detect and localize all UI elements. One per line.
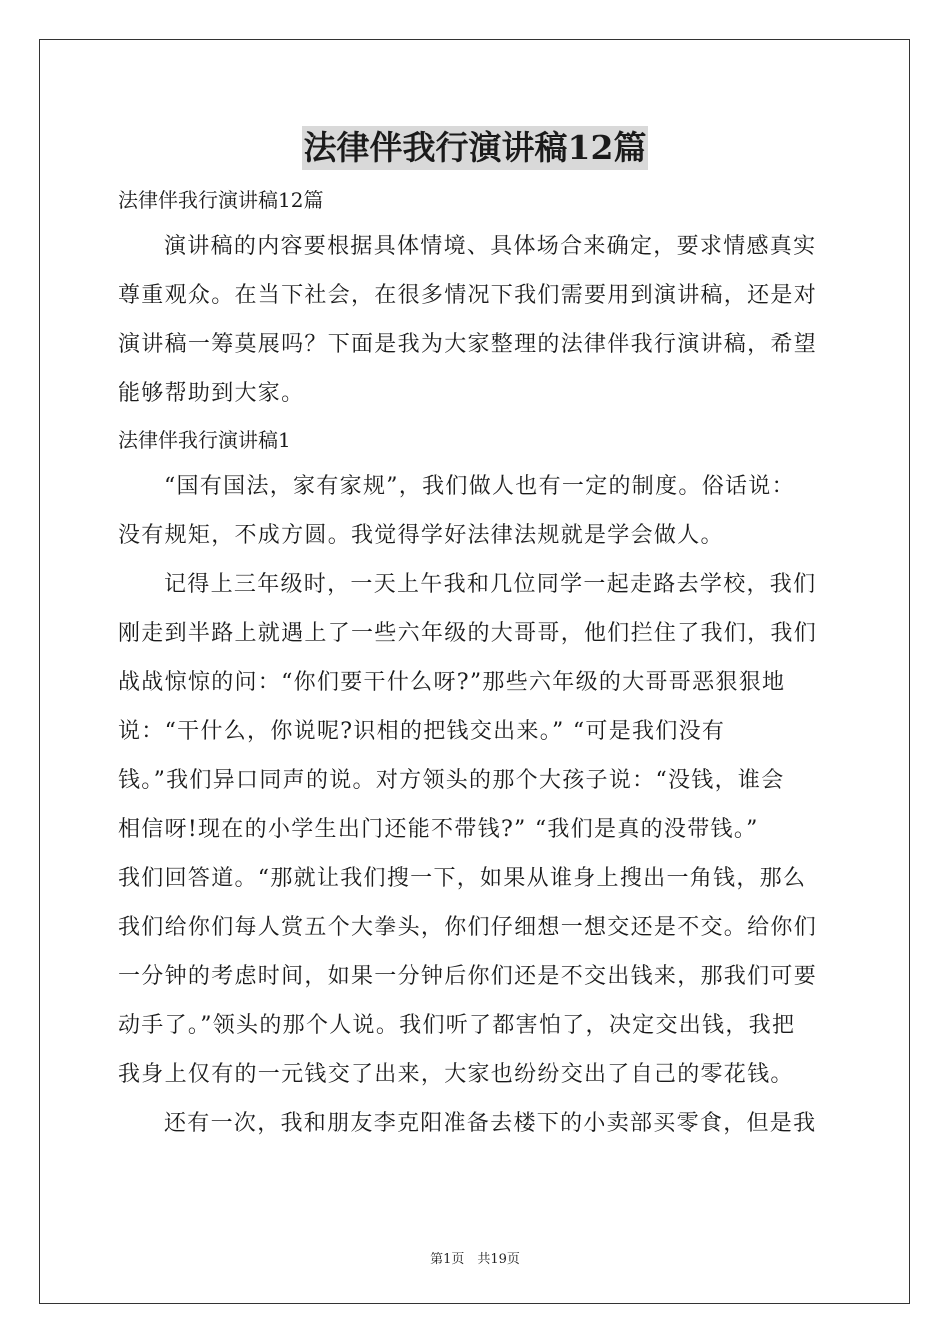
paragraph-1 <box>118 462 834 560</box>
paragraph-line: 演讲稿一筹莫展吗？下面是我为大家整理的法律伴我行演讲稿，希望 <box>118 332 818 357</box>
paragraph-line: 演讲稿的内容要根据具体情境、具体场合来确定，要求情感真实 <box>164 234 817 259</box>
paragraph-line: 一分钟的考虑时间，如果一分钟后你们还是不交出钱来，那我们可要 <box>118 964 818 989</box>
paragraph-line: 还有一次，我和朋友李克阳准备去楼下的小卖部买零食，但是我 <box>164 1111 817 1136</box>
paragraph-line: “国有国法，家有家规”，我们做人也有一定的制度。俗话说： <box>164 474 795 499</box>
paragraph-line: 我身上仅有的一元钱交了出来，大家也纷纷交出了自己的零花钱。 <box>118 1062 794 1087</box>
paragraph-line: 刚走到半路上就遇上了一些六年级的大哥哥，他们拦住了我们，我们 <box>118 621 818 646</box>
document-body <box>118 178 834 1148</box>
document-subtitle: 法律伴我行演讲稿12篇 <box>118 188 324 212</box>
paragraph-line: 说：“干什么，你说呢?识相的把钱交出来。” “可是我们没有 <box>118 719 726 744</box>
paragraph-line: 记得上三年级时，一天上午我和几位同学一起走路去学校，我们 <box>164 572 817 597</box>
paragraph-line: 战战惊惊的问：“你们要干什么呀?”那些六年级的大哥哥恶狠狠地 <box>118 670 786 695</box>
document-title-wrapper <box>0 126 950 174</box>
paragraph-line: 我们给你们每人赏五个大拳头，你们仔细想一想交还是不交。给你们 <box>118 915 818 940</box>
paragraph-line: 能够帮助到大家。 <box>118 381 305 406</box>
paragraph-line: 钱。”我们异口同声的说。对方领头的那个大孩子说：“没钱，谁会 <box>118 768 785 793</box>
paragraph-line: 动手了。”领头的那个人说。我们听了都害怕了，决定交出钱，我把 <box>118 1013 796 1038</box>
intro-paragraph <box>118 222 834 418</box>
paragraph-3 <box>118 1099 834 1148</box>
paragraph-line: 尊重观众。在当下社会，在很多情况下我们需要用到演讲稿，还是对 <box>118 283 818 308</box>
paragraph-line: 没有规矩，不成方圆。我觉得学好法律法规就是学会做人。 <box>118 523 724 548</box>
document-title: 法律伴我行演讲稿12篇 <box>302 126 649 170</box>
page-footer: 第1页 共19页 <box>430 1252 520 1267</box>
section-heading: 法律伴我行演讲稿1 <box>118 428 291 452</box>
paragraph-line: 我们回答道。“那就让我们搜一下，如果从谁身上搜出一角钱，那么 <box>118 866 807 891</box>
paragraph-2 <box>118 560 834 1099</box>
paragraph-line: 相信呀!现在的小学生出门还能不带钱?” “我们是真的没带钱。” <box>118 817 759 842</box>
